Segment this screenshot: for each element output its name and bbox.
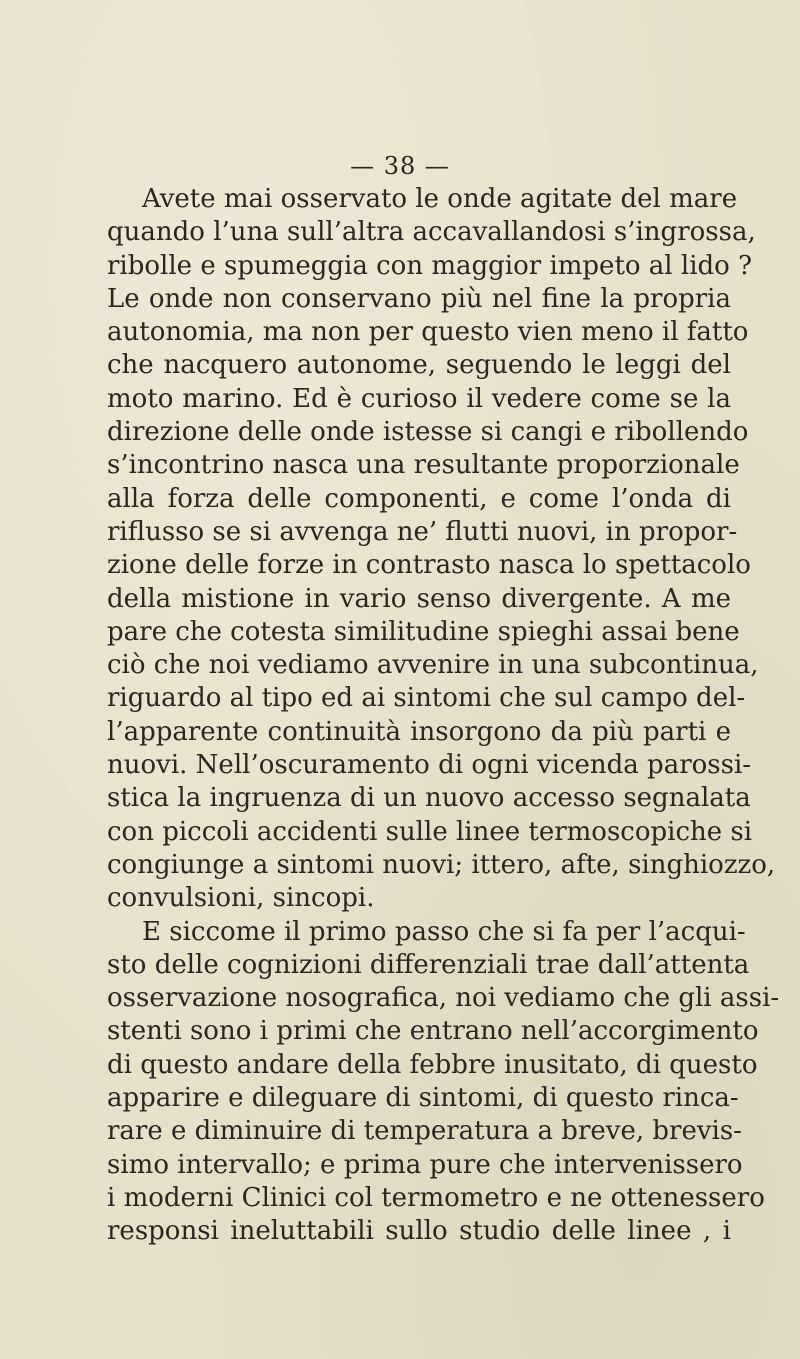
text-line: riflusso se si avvenga ne’ flutti nuovi, in propor- [107, 516, 738, 547]
text-line: rare e diminuire di temperatura a breve, brevis- [107, 1116, 742, 1147]
text-line: Avete mai osservato le onde agitate del mare [142, 184, 738, 214]
text-line: quando l’una sull’altra accavallandosi s’ingrossa, [107, 217, 756, 248]
text-line: direzione delle onde istesse si cangi e ribollendo [107, 417, 749, 448]
text-line: ribolle e spumeggia con maggior impeto al lido ? [107, 250, 753, 281]
text-line: E siccome il primo passo che si fa per l’acqui- [142, 916, 746, 947]
text-line: nuovi. Nell’oscuramento di ogni vicenda parossi- [107, 750, 752, 781]
text-line: l’apparente continuità insorgono da più parti e [107, 716, 731, 747]
page-number: — 38 — [350, 152, 450, 180]
text-line: simo intervallo; e prima pure che intervenissero [107, 1149, 743, 1180]
body-text [107, 183, 780, 1249]
text-line: Le onde non conservano più nel fine la propria [107, 283, 731, 314]
text-line: autonomia, ma non per questo vien meno il fatto [107, 317, 749, 348]
text-line: che nacquero autonome, seguendo le leggi del [107, 350, 731, 381]
text-line: apparire e dileguare di sintomi, di questo rinca- [107, 1083, 739, 1114]
text-line: con piccoli accidenti sulle linee termoscopiche si [107, 816, 753, 847]
text-line: di questo andare della febbre inusitato, di questo [107, 1049, 758, 1080]
text-line: responsi ineluttabili sullo studio delle linee , i [107, 1216, 731, 1247]
text-line: della mistione in vario senso divergente. A me [107, 583, 731, 614]
text-line: stenti sono i primi che entrano nell’accorgimento [107, 1016, 759, 1047]
text-line: osservazione nosografica, noi vediamo che gli assi- [107, 983, 780, 1014]
text-line: convulsioni, sincopi. [107, 883, 375, 914]
text-line: pare che cotesta similitudine spieghi assai bene [107, 616, 740, 647]
text-line: sto delle cognizioni differenziali trae dall’attenta [107, 949, 750, 980]
text-line: ciò che noi vediamo avvenire in una subcontinua, [107, 650, 759, 681]
text-line: riguardo al tipo ed ai sintomi che sul campo del- [107, 683, 746, 714]
text-line: stica la ingruenza di un nuovo accesso segnalata [107, 783, 751, 814]
text-line: zione delle forze in contrasto nasca lo spettacolo [107, 550, 751, 581]
text-line: congiunge a sintomi nuovi; ittero, afte, singhiozzo, [107, 849, 776, 880]
text-line: alla forza delle componenti, e come l’onda di [107, 483, 731, 514]
text-line: moto marino. Ed è curioso il vedere come se la [107, 383, 731, 414]
text-line: s’incontrino nasca una resultante proporzionale [107, 450, 740, 481]
text-line: i moderni Clinici col termometro e ne ottenessero [107, 1182, 765, 1213]
